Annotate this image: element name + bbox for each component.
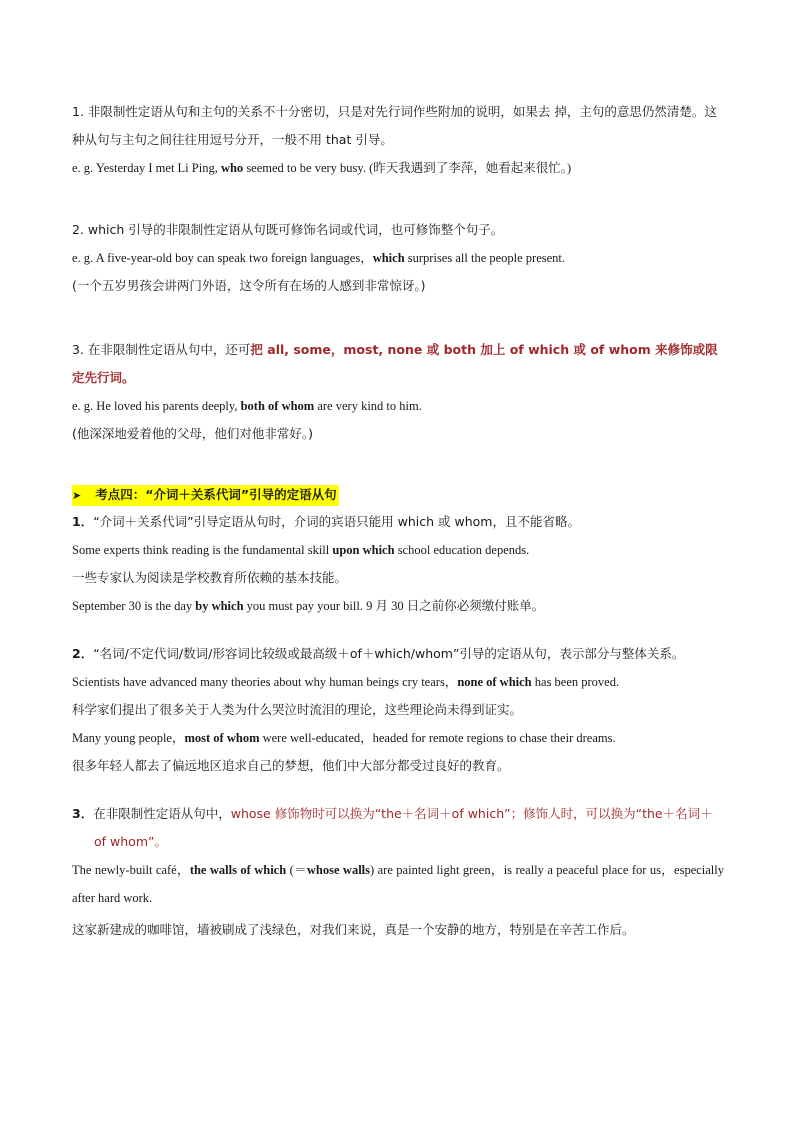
point-number: 2． [72,646,94,661]
point-number: 1． [72,514,94,529]
point-2-example-1 [72,668,724,696]
rule-2-text: 2. which 引导的非限制性定语从句既可修饰名词或代词，也可修饰整个句子。 [72,222,504,237]
point-title-text: “介词＋关系代词”引导定语从句时，介词的宾语只能用 which 或 whom，且不能省略。 [93,514,580,529]
example-keyword: whose walls [306,863,371,877]
example-keyword: who [220,161,244,175]
example-text: you must pay your bill. 9 月 30 日之前你必须缴付账单。 [243,599,545,613]
rule-1-text: 1. 非限制性定语从句和主句的关系不十分密切，只是对先行词作些附加的说明，如果去 掉，主句的意思仍然清楚。这种从句与主句之间往往用逗号分开，一般不用 that 引导。 [72,104,717,147]
example-text: e. g. Yesterday I met Li Ping, [72,161,221,175]
example-keyword: none of which [457,675,532,689]
point-highlight: whose 修饰物时可以换为“the＋名词＋of which”；修饰人时，可以换为“the＋名词＋of whom”。 [94,806,713,849]
heading-text: 考点四：“介词＋关系代词”引导的定语从句 [95,487,337,502]
point-1-example-1 [72,536,724,564]
example-text: were well-educated，headed for remote regions to chase their dreams. [259,731,616,745]
point-title-text: 在非限制性定语从句中， [93,806,231,821]
point-2-example-2 [72,724,724,752]
point-3-example [72,856,724,912]
rule-text: 3. 在非限制性定语从句中，还可 [72,342,251,357]
example-text: school education depends. [394,543,530,557]
rule-2-example [72,244,724,272]
example-text: (＝ [286,863,307,877]
example-text: Many young people， [72,731,185,745]
rule-highlight: 把 all, some，most, none 或 both 加上 of which 或 of whom 来修饰或限定先行词。 [72,342,718,385]
example-keyword: the walls of which [189,863,287,877]
point-number: 3． [72,806,94,821]
point-2-title [72,640,724,668]
example-text: e. g. A five-year-old boy can speak two foreign languages， [72,251,373,265]
point-2-example-1-translation: 科学家们提出了很多关于人类为什么哭泣时流泪的理论，这些理论尚未得到证实。 [72,702,523,717]
example-text: ) are painted light green，is really a peaceful place for us，especially after hard work. [72,863,725,905]
example-text: September 30 is the day [72,599,196,613]
rule-3-example [72,392,724,420]
example-keyword: most of whom [184,731,260,745]
section-heading [72,484,724,506]
heading-highlight [72,485,339,506]
rule-3-translation: (他深深地爱着他的父母，他们对他非常好。) [72,426,314,441]
point-2-example-2-translation: 很多年轻人都去了偏远地区追求自己的梦想，他们中大部分都受过良好的教育。 [72,758,510,773]
example-text: surprises all the people present. [404,251,566,265]
point-1-example-1-translation: 一些专家认为阅读是学校教育所依赖的基本技能。 [72,570,348,585]
point-title-text: “名词/不定代词/数词/形容词比较级或最高级＋of＋which/whom”引导的定语从句，表示部分与整体关系。 [93,646,685,661]
example-text: seemed to be very busy. (昨天我遇到了李萍，她看起来很忙。) [243,161,572,175]
example-text: The newly-built café， [72,863,190,877]
example-keyword: which [372,251,405,265]
example-text: e. g. He loved his parents deeply, [72,399,241,413]
rule-3-text [72,336,724,392]
point-1-title [72,508,724,536]
example-keyword: both of whom [240,399,315,413]
document-page [72,98,724,944]
point-3-title [72,800,724,856]
example-text: has been proved. [531,675,620,689]
rule-2-translation: (一个五岁男孩会讲两门外语，这令所有在场的人感到非常惊讶。) [72,278,426,293]
point-1-example-2 [72,592,724,620]
example-text: are very kind to him. [314,399,422,413]
example-text: Some experts think reading is the fundamental skill [72,543,333,557]
rule-1-example [72,154,724,182]
point-3-example-translation: 这家新建成的咖啡馆，墙被刷成了浅绿色，对我们来说，真是一个安静的地方，特别是在辛苦工作后。 [72,922,635,937]
arrow-icon: ➤ [72,489,82,502]
example-text: Scientists have advanced many theories about why human beings cry tears， [72,675,458,689]
example-keyword: upon which [332,543,395,557]
example-keyword: by which [195,599,244,613]
